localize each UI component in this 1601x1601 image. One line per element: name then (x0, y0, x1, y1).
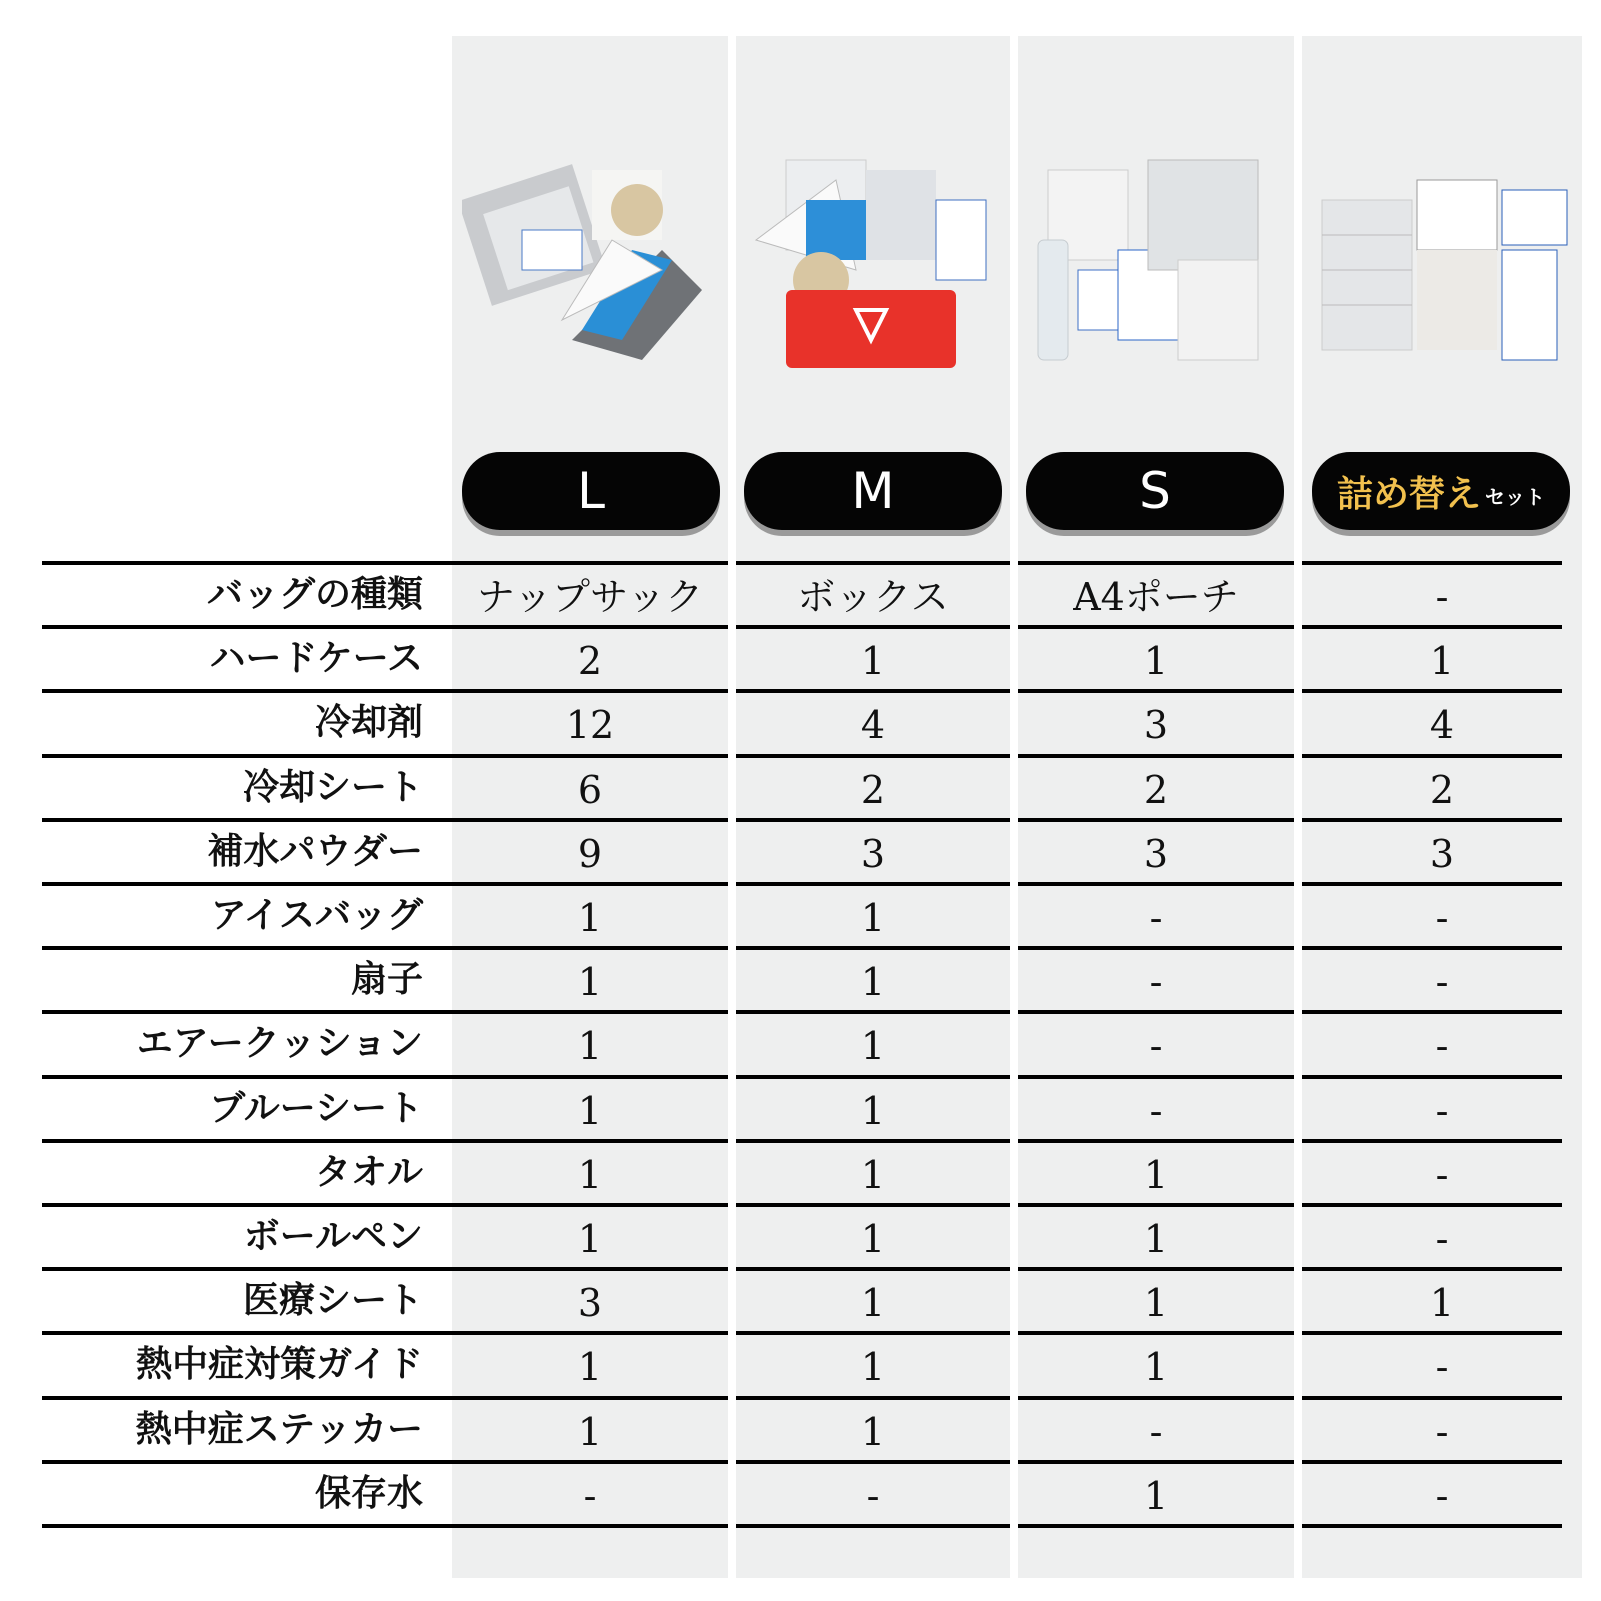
row-divider (736, 1010, 1010, 1014)
table-cell: - (1149, 1088, 1163, 1133)
row-divider (1302, 946, 1562, 950)
table-cell: - (1149, 960, 1163, 1005)
row-divider (1302, 1267, 1562, 1271)
table-cell: 2 (860, 767, 886, 812)
row-divider (1018, 1010, 1294, 1014)
table-cell: 1 (860, 1345, 886, 1390)
row-divider (42, 818, 728, 822)
table-cell: - (1149, 1409, 1163, 1454)
row-divider (42, 1010, 728, 1014)
row-divider (42, 754, 728, 758)
row-divider (1018, 1203, 1294, 1207)
row-label: 補水パウダー (207, 830, 423, 872)
row-label: タオル (314, 1151, 423, 1193)
row-divider (736, 754, 1010, 758)
row-divider (42, 689, 728, 693)
row-divider (42, 1524, 728, 1528)
table-cell: 1 (860, 896, 886, 940)
row-divider (42, 946, 728, 950)
table-cell: - (1435, 575, 1449, 619)
row-divider (42, 1203, 728, 1207)
column-header-label-main: 詰め替え (1336, 473, 1481, 515)
row-divider (1302, 882, 1562, 886)
row-divider (42, 1331, 728, 1335)
table-cell: ナップサック (476, 575, 704, 619)
table-cell: 6 (577, 767, 603, 812)
table-cell: - (1435, 1217, 1449, 1261)
table-cell: 1 (1143, 639, 1169, 684)
table-cell: 2 (1143, 767, 1169, 812)
table-cell: 3 (860, 831, 886, 876)
table-cell: 1 (1429, 639, 1455, 684)
table-cell: 3 (1143, 831, 1169, 876)
table-cell: 1 (860, 960, 886, 1005)
row-label: ブルーシート (209, 1087, 423, 1129)
column-header-refill (1312, 452, 1570, 530)
row-divider (1018, 1396, 1294, 1400)
table-cell: - (1435, 1152, 1449, 1197)
column-header-m (744, 452, 1002, 530)
row-label: 熱中症対策ガイド (136, 1344, 423, 1386)
row-divider (1018, 689, 1294, 693)
table-cell: - (1149, 1024, 1163, 1069)
row-divider (1018, 818, 1294, 822)
table-cell: 12 (565, 703, 615, 748)
row-divider (1018, 1267, 1294, 1271)
table-cell: - (1435, 1409, 1449, 1454)
product-image-l (462, 140, 718, 380)
row-divider (736, 1331, 1010, 1335)
table-cell: - (583, 1473, 597, 1518)
table-cell: - (1435, 896, 1449, 940)
row-label: 冷却シート (242, 766, 423, 808)
row-divider (736, 818, 1010, 822)
row-label: アイスバッグ (210, 895, 423, 936)
row-divider (42, 1267, 728, 1271)
table-cell: 1 (577, 1088, 603, 1133)
table-cell: 4 (1429, 703, 1455, 748)
table-cell: 1 (577, 1409, 603, 1454)
table-cell: 4 (860, 703, 886, 748)
table-cell: 1 (1143, 1281, 1169, 1326)
row-divider (1302, 1075, 1562, 1079)
column-header-label: M (851, 462, 895, 520)
table-cell: 1 (1143, 1473, 1169, 1518)
row-divider (736, 1075, 1010, 1079)
row-divider (736, 689, 1010, 693)
row-label: 熱中症ステッカー (135, 1408, 423, 1450)
row-divider (1018, 1460, 1294, 1464)
row-divider (1302, 561, 1562, 565)
column-header-label: S (1139, 462, 1171, 520)
table-cell: - (1149, 896, 1163, 940)
row-divider (1302, 1331, 1562, 1335)
table-cell: 1 (577, 960, 603, 1005)
table-cell: 1 (1143, 1345, 1169, 1390)
row-divider (1018, 1331, 1294, 1335)
row-label: エアークッション (136, 1023, 423, 1065)
row-divider (1302, 1460, 1562, 1464)
row-divider (736, 1139, 1010, 1143)
table-cell: - (1435, 1088, 1449, 1133)
table-cell: 1 (860, 1217, 886, 1261)
row-divider (736, 1524, 1010, 1528)
table-cell: - (866, 1473, 880, 1518)
row-divider (42, 1396, 728, 1400)
row-divider (1302, 818, 1562, 822)
column-header-label: L (577, 462, 605, 520)
row-divider (1302, 625, 1562, 629)
table-cell: - (1435, 960, 1449, 1005)
row-label: 保存水 (314, 1472, 423, 1514)
table-cell: 2 (1429, 767, 1455, 812)
table-cell: 1 (1143, 1152, 1169, 1197)
table-cell: 1 (860, 1152, 886, 1197)
row-divider (1018, 625, 1294, 629)
table-cell: - (1435, 1024, 1449, 1069)
table-cell: 1 (1429, 1281, 1455, 1326)
row-divider (42, 1075, 728, 1079)
row-divider (736, 1396, 1010, 1400)
row-divider (1302, 1010, 1562, 1014)
column-header-label-sub: セット (1485, 484, 1545, 509)
row-divider (1302, 689, 1562, 693)
row-divider (736, 946, 1010, 950)
table-cell: A4ポーチ (1073, 575, 1239, 619)
product-image-m (746, 140, 1002, 380)
table-cell: 3 (577, 1281, 603, 1326)
table-cell: 2 (577, 639, 603, 684)
table-cell: 1 (860, 1088, 886, 1133)
row-divider (1018, 1524, 1294, 1528)
row-divider (42, 1460, 728, 1464)
table-cell: 9 (577, 831, 603, 876)
table-cell: - (1435, 1473, 1449, 1518)
table-cell: 1 (860, 1281, 886, 1326)
table-cell: 1 (577, 896, 603, 940)
table-cell: 1 (860, 639, 886, 684)
table-cell: 1 (860, 1409, 886, 1454)
row-divider (1018, 882, 1294, 886)
row-divider (42, 1139, 728, 1143)
row-divider (1302, 754, 1562, 758)
row-divider (1018, 754, 1294, 758)
table-cell: ボックス (797, 575, 949, 619)
row-divider (1302, 1524, 1562, 1528)
row-label: ハードケース (209, 638, 423, 680)
row-divider (736, 1203, 1010, 1207)
row-divider (1018, 1075, 1294, 1079)
table-cell: 3 (1429, 831, 1455, 876)
table-cell: - (1435, 1345, 1449, 1390)
row-divider (1302, 1396, 1562, 1400)
table-cell: 1 (860, 1024, 886, 1069)
row-label: 医療シート (242, 1280, 423, 1322)
row-divider (736, 561, 1010, 565)
row-divider (736, 1267, 1010, 1271)
product-image-s (1028, 140, 1284, 380)
row-divider (1302, 1203, 1562, 1207)
row-divider (1018, 1139, 1294, 1143)
row-divider (42, 882, 728, 886)
row-label: 扇子 (350, 959, 423, 1001)
table-cell: 3 (1143, 703, 1169, 748)
row-divider (42, 561, 728, 565)
column-header-l (462, 452, 720, 530)
table-cell: 1 (1143, 1217, 1169, 1261)
table-cell: 1 (577, 1152, 603, 1197)
row-label: 冷却剤 (314, 702, 423, 744)
row-divider (1302, 1139, 1562, 1143)
row-divider (736, 882, 1010, 886)
table-cell: 1 (577, 1217, 603, 1261)
table-cell: 1 (577, 1024, 603, 1069)
row-label: バッグの種類 (206, 574, 423, 615)
column-header-s (1026, 452, 1284, 530)
row-divider (1018, 561, 1294, 565)
product-image-refill (1312, 140, 1572, 380)
row-divider (42, 625, 728, 629)
row-divider (1018, 946, 1294, 950)
table-cell: 1 (577, 1345, 603, 1390)
row-divider (736, 1460, 1010, 1464)
row-label: ボールペン (243, 1216, 423, 1257)
row-divider (736, 625, 1010, 629)
